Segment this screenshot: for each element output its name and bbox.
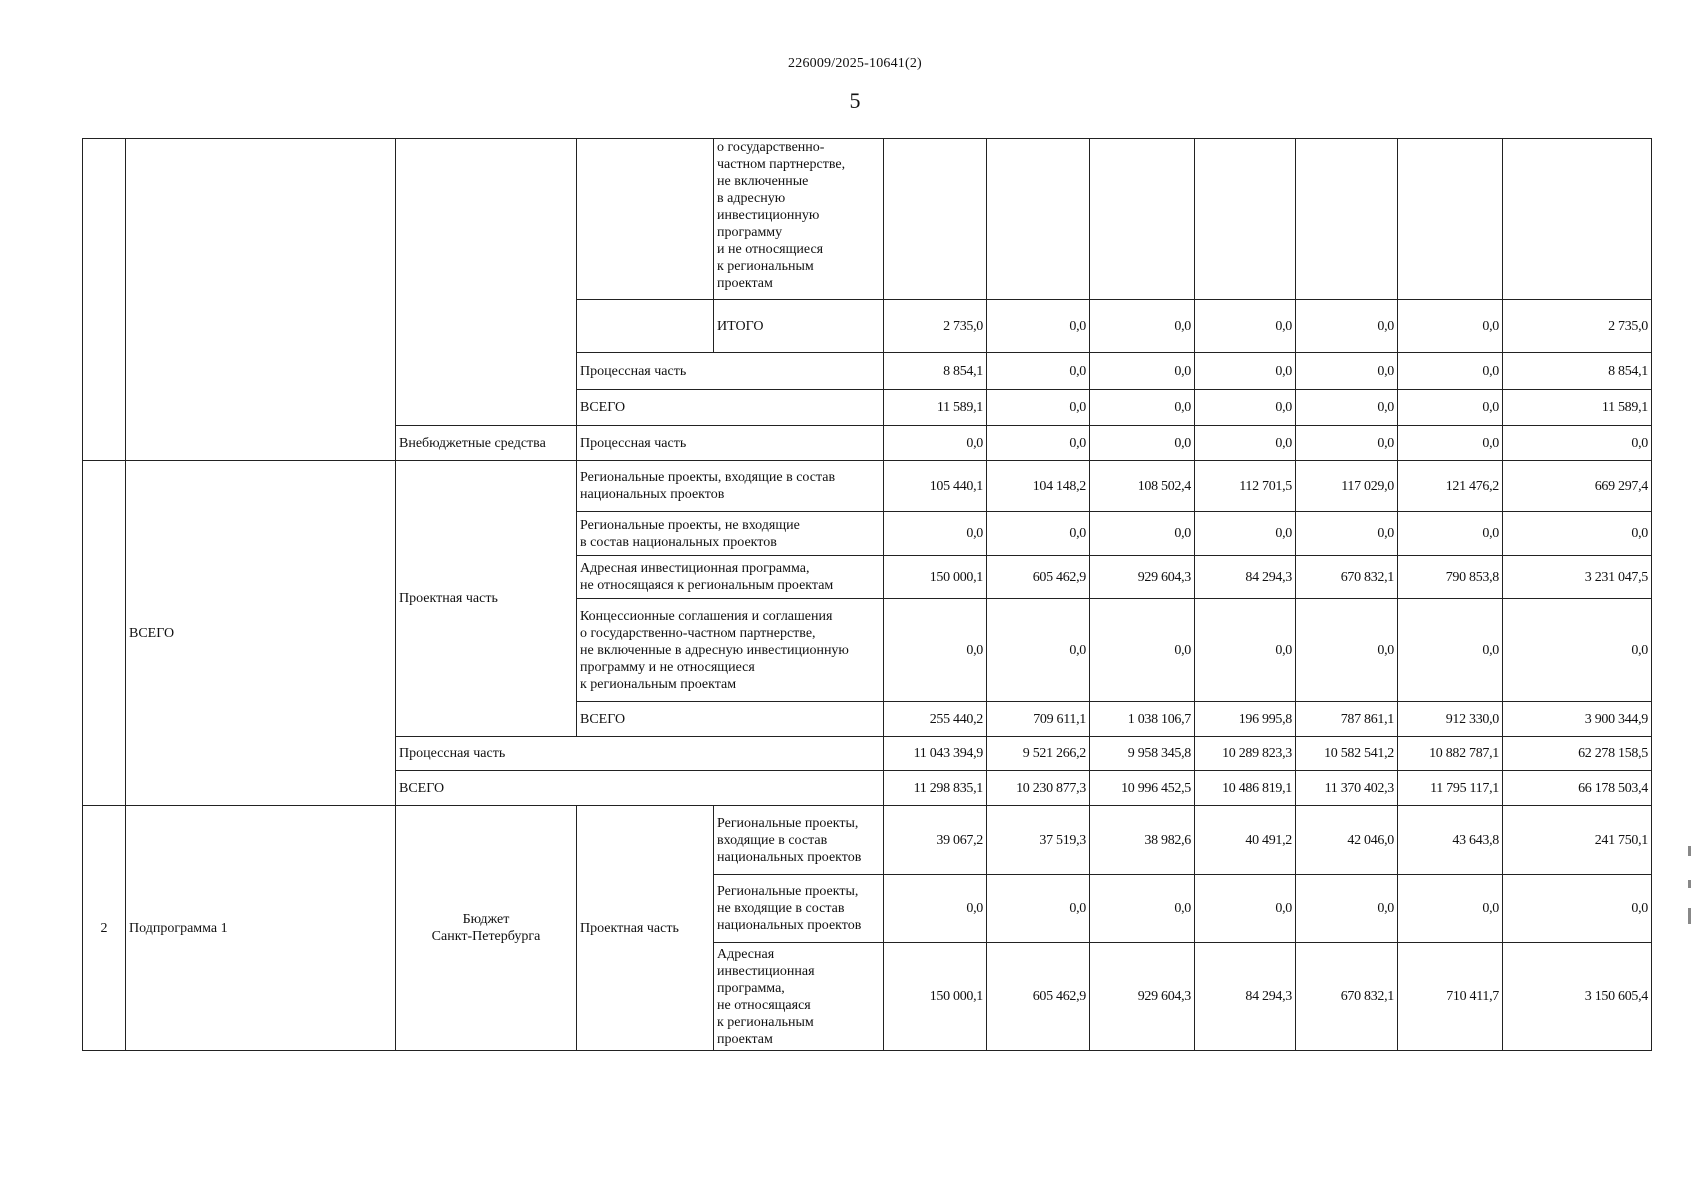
value-cell: 10 486 819,1 [1195, 771, 1296, 806]
value-cell: 196 995,8 [1195, 702, 1296, 737]
table-row [83, 461, 1652, 512]
value-cell: 11 370 402,3 [1296, 771, 1398, 806]
value-cell: 10 882 787,1 [1398, 737, 1503, 771]
value-cell: 0,0 [1090, 426, 1195, 461]
row-label-cell: ИТОГО [714, 300, 884, 353]
row-label-cell: ВСЕГО [577, 702, 884, 737]
value-cell: 0,0 [884, 512, 987, 556]
value-cell: 0,0 [1195, 512, 1296, 556]
value-cell: 0,0 [884, 426, 987, 461]
value-cell: 39 067,2 [884, 806, 987, 875]
value-cell: 66 178 503,4 [1503, 771, 1652, 806]
value-cell: 0,0 [1398, 599, 1503, 702]
row-label-cell: Региональные проекты, не входящие в состав национальных проектов [577, 512, 884, 556]
value-cell: 0,0 [987, 300, 1090, 353]
value-cell: 0,0 [987, 426, 1090, 461]
value-cell: 11 589,1 [884, 390, 987, 426]
value-cell: 0,0 [1503, 875, 1652, 943]
row-label-cell: Концессионные соглашения и соглашения о государственно-частном партнерстве, не включенные в адресную инвестиционную программу и не относящиеся к региональным проектам [577, 599, 884, 702]
value-cell: 112 701,5 [1195, 461, 1296, 512]
value-cell: 0,0 [1296, 512, 1398, 556]
value-cell: 787 861,1 [1296, 702, 1398, 737]
value-cell [1296, 139, 1398, 300]
scan-edge-mark [1688, 880, 1691, 888]
value-cell: 37 519,3 [987, 806, 1090, 875]
value-cell: 709 611,1 [987, 702, 1090, 737]
value-cell: 0,0 [1398, 390, 1503, 426]
value-cell: 40 491,2 [1195, 806, 1296, 875]
value-cell: 0,0 [1296, 390, 1398, 426]
value-cell: 710 411,7 [1398, 943, 1503, 1051]
value-cell: 0,0 [1195, 426, 1296, 461]
scan-edge-mark [1688, 908, 1691, 924]
value-cell: 8 854,1 [1503, 353, 1652, 390]
row-label-cell: Процессная часть [577, 426, 884, 461]
part-cell: Проектная часть [396, 461, 577, 737]
row-number-cell [83, 461, 126, 806]
value-cell: 929 604,3 [1090, 943, 1195, 1051]
value-cell: 0,0 [1296, 353, 1398, 390]
value-cell: 0,0 [987, 599, 1090, 702]
value-cell: 150 000,1 [884, 943, 987, 1051]
value-cell: 0,0 [1090, 512, 1195, 556]
value-cell: 8 854,1 [884, 353, 987, 390]
value-cell: 108 502,4 [1090, 461, 1195, 512]
scan-edge-mark [1688, 846, 1691, 856]
row-label-cell: Региональные проекты, не входящие в состав национальных проектов [714, 875, 884, 943]
value-cell: 10 996 452,5 [1090, 771, 1195, 806]
row-number-cell: 2 [83, 806, 126, 1051]
value-cell: 3 900 344,9 [1503, 702, 1652, 737]
table-row [83, 139, 1652, 300]
value-cell: 0,0 [987, 512, 1090, 556]
funding-source-cell [396, 139, 577, 426]
row-label-cell: ВСЕГО [396, 771, 884, 806]
value-cell: 0,0 [1090, 875, 1195, 943]
value-cell: 121 476,2 [1398, 461, 1503, 512]
value-cell: 241 750,1 [1503, 806, 1652, 875]
value-cell: 9 958 345,8 [1090, 737, 1195, 771]
value-cell: 150 000,1 [884, 556, 987, 599]
value-cell: 0,0 [1398, 512, 1503, 556]
row-label-cell: Региональные проекты, входящие в состав национальных проектов [577, 461, 884, 512]
value-cell: 0,0 [884, 599, 987, 702]
value-cell: 0,0 [1195, 390, 1296, 426]
value-cell: 2 735,0 [1503, 300, 1652, 353]
value-cell: 0,0 [1503, 426, 1652, 461]
row-number-cell [83, 139, 126, 461]
value-cell: 0,0 [1090, 599, 1195, 702]
value-cell: 11 589,1 [1503, 390, 1652, 426]
value-cell: 84 294,3 [1195, 943, 1296, 1051]
value-cell: 0,0 [1090, 390, 1195, 426]
value-cell: 2 735,0 [884, 300, 987, 353]
document-id: 226009/2025-10641(2) [788, 56, 922, 71]
value-cell: 0,0 [1398, 353, 1503, 390]
value-cell: 605 462,9 [987, 556, 1090, 599]
value-cell: 790 853,8 [1398, 556, 1503, 599]
value-cell: 0,0 [987, 875, 1090, 943]
value-cell: 0,0 [1195, 353, 1296, 390]
value-cell: 38 982,6 [1090, 806, 1195, 875]
value-cell: 0,0 [1195, 300, 1296, 353]
value-cell: 10 582 541,2 [1296, 737, 1398, 771]
value-cell: 11 043 394,9 [884, 737, 987, 771]
value-cell: 0,0 [1090, 300, 1195, 353]
row-label-cell: Адресная инвестиционная программа, не относящаяся к региональным проектам [577, 556, 884, 599]
value-cell [1195, 139, 1296, 300]
value-cell: 0,0 [884, 875, 987, 943]
value-cell: 0,0 [1398, 875, 1503, 943]
value-cell: 0,0 [1195, 875, 1296, 943]
value-cell: 0,0 [1398, 300, 1503, 353]
value-cell: 1 038 106,7 [1090, 702, 1195, 737]
part-cell: Проектная часть [577, 806, 714, 1051]
funding-source-cell: Бюджет Санкт-Петербурга [396, 806, 577, 1051]
value-cell: 117 029,0 [1296, 461, 1398, 512]
row-label-cell: о государственно- частном партнерстве, не включенные в адресную инвестиционную программу и не относящиеся к региональным проектам [714, 139, 884, 300]
value-cell: 0,0 [1503, 599, 1652, 702]
program-name-cell: Подпрограмма 1 [126, 806, 396, 1051]
budget-table [82, 138, 1652, 1051]
value-cell: 669 297,4 [1503, 461, 1652, 512]
value-cell: 104 148,2 [987, 461, 1090, 512]
value-cell: 43 643,8 [1398, 806, 1503, 875]
value-cell: 0,0 [1296, 875, 1398, 943]
value-cell: 62 278 158,5 [1503, 737, 1652, 771]
value-cell [1503, 139, 1652, 300]
value-cell: 0,0 [1296, 599, 1398, 702]
value-cell [1090, 139, 1195, 300]
value-cell: 605 462,9 [987, 943, 1090, 1051]
value-cell: 0,0 [1090, 353, 1195, 390]
value-cell [1398, 139, 1503, 300]
row-label-cell: Процессная часть [577, 353, 884, 390]
funding-source-cell: Внебюджетные средства [396, 426, 577, 461]
value-cell: 11 795 117,1 [1398, 771, 1503, 806]
row-label-cell: Адресная инвестиционная программа, не относящаяся к региональным проектам [714, 943, 884, 1051]
program-name-cell: ВСЕГО [126, 461, 396, 806]
value-cell: 42 046,0 [1296, 806, 1398, 875]
program-name-cell [126, 139, 396, 461]
row-label-cell: Процессная часть [396, 737, 884, 771]
row-label-cell: Региональные проекты, входящие в состав национальных проектов [714, 806, 884, 875]
value-cell: 11 298 835,1 [884, 771, 987, 806]
value-cell: 10 230 877,3 [987, 771, 1090, 806]
value-cell: 0,0 [987, 353, 1090, 390]
value-cell: 0,0 [1503, 512, 1652, 556]
part-cell [577, 300, 714, 353]
page-number: 5 [849, 88, 861, 113]
value-cell: 0,0 [987, 390, 1090, 426]
row-label-cell: ВСЕГО [577, 390, 884, 426]
value-cell: 84 294,3 [1195, 556, 1296, 599]
value-cell: 0,0 [1195, 599, 1296, 702]
value-cell: 9 521 266,2 [987, 737, 1090, 771]
value-cell: 0,0 [1296, 300, 1398, 353]
value-cell: 670 832,1 [1296, 556, 1398, 599]
value-cell: 3 150 605,4 [1503, 943, 1652, 1051]
value-cell: 255 440,2 [884, 702, 987, 737]
value-cell [884, 139, 987, 300]
value-cell: 912 330,0 [1398, 702, 1503, 737]
value-cell [987, 139, 1090, 300]
table-row [83, 806, 1652, 875]
value-cell: 3 231 047,5 [1503, 556, 1652, 599]
value-cell: 0,0 [1398, 426, 1503, 461]
value-cell: 10 289 823,3 [1195, 737, 1296, 771]
value-cell: 105 440,1 [884, 461, 987, 512]
value-cell: 0,0 [1296, 426, 1398, 461]
part-cell [577, 139, 714, 300]
value-cell: 929 604,3 [1090, 556, 1195, 599]
value-cell: 670 832,1 [1296, 943, 1398, 1051]
